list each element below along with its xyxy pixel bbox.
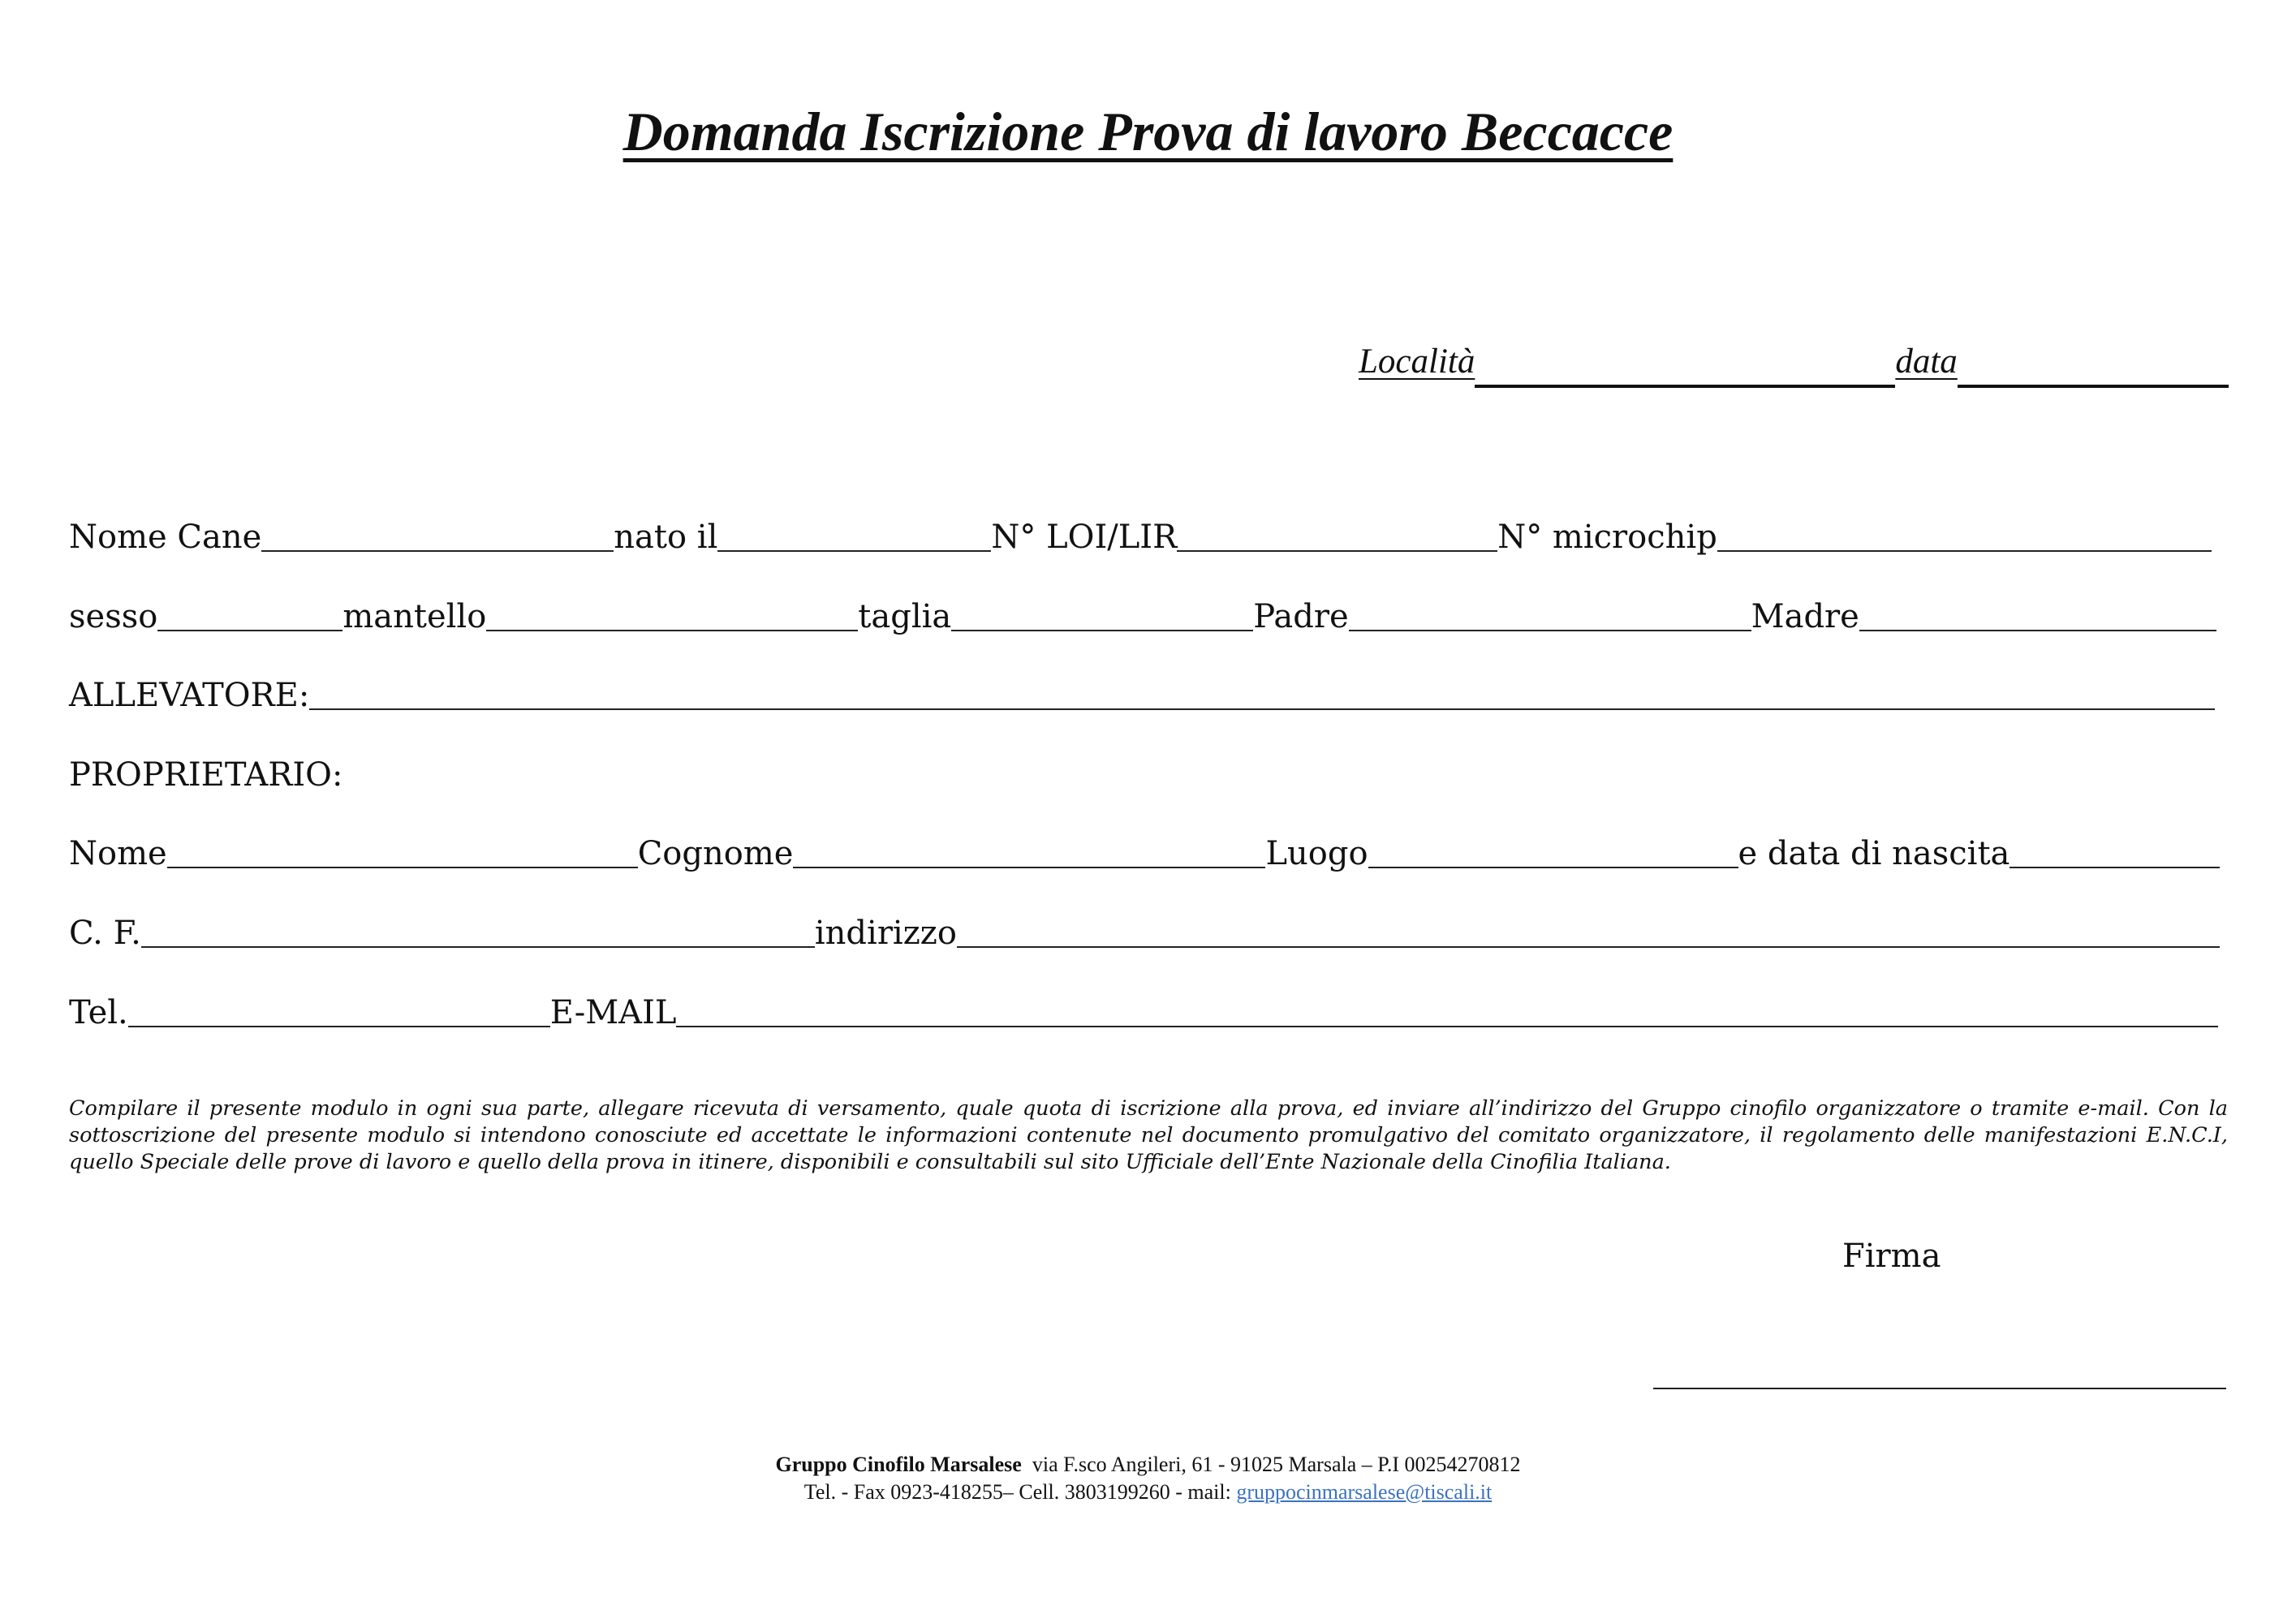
indirizzo-label: indirizzo (814, 915, 957, 952)
sesso-label: sesso (69, 598, 158, 635)
allevatore-label: ALLEVATORE: (69, 677, 310, 714)
signature-field[interactable] (1653, 1388, 2226, 1389)
owner-row-3 (69, 988, 2218, 1037)
footer-contacts: Tel. - Fax 0923-418255– Cell. 3803199260 - mail: (803, 1480, 1237, 1504)
padre-label: Padre (1253, 598, 1349, 635)
madre-field[interactable] (1859, 592, 2216, 631)
sesso-field[interactable] (157, 592, 342, 631)
firma-label: Firma (1842, 1238, 1941, 1275)
footer-org-name: Gruppo Cinofilo Marsalese (775, 1453, 1022, 1476)
mantello-field[interactable] (486, 592, 858, 631)
owner-nome-label: Nome (69, 835, 167, 872)
owner-data-nascita-field[interactable] (2010, 829, 2220, 868)
owner-cognome-field[interactable] (793, 829, 1265, 868)
tel-label: Tel. (69, 994, 128, 1031)
footer-line-2 (0, 1479, 2296, 1506)
nome-cane-field[interactable] (261, 513, 614, 552)
allevatore-field[interactable] (309, 671, 2215, 710)
taglia-field[interactable] (951, 592, 1253, 631)
owner-luogo-field[interactable] (1368, 829, 1738, 868)
owner-luogo-label: Luogo (1265, 835, 1368, 872)
email-field[interactable] (676, 988, 2218, 1027)
allevatore-row (69, 671, 2215, 720)
padre-field[interactable] (1349, 592, 1751, 631)
tel-field[interactable] (128, 988, 550, 1027)
footer (0, 1451, 2296, 1506)
cf-field[interactable] (141, 909, 815, 948)
data-label: data (1895, 342, 1958, 381)
cf-label: C. F. (69, 915, 141, 952)
proprietario-row (69, 751, 2220, 799)
microchip-field[interactable] (1717, 513, 2212, 552)
microchip-label: N° microchip (1497, 519, 1717, 556)
indirizzo-field[interactable] (957, 909, 2220, 948)
taglia-label: taglia (858, 598, 952, 635)
nato-il-field[interactable] (717, 513, 991, 552)
loi-lir-field[interactable] (1177, 513, 1497, 552)
footer-email-link[interactable]: gruppocinmarsalese@tiscali.it (1236, 1480, 1493, 1504)
place-date-row (1359, 339, 2229, 385)
owner-nome-field[interactable] (167, 829, 638, 868)
localita-label: Località (1359, 342, 1475, 381)
nome-cane-label: Nome Cane (69, 519, 262, 556)
form-title (0, 101, 2296, 162)
form-title-text: Domanda Iscrizione Prova di lavoro Beccacce (622, 101, 1674, 162)
madre-label: Madre (1751, 598, 1859, 635)
localita-field[interactable] (1475, 349, 1895, 388)
footer-address: via F.sco Angileri, 61 - 91025 Marsala – P.I 00254270812 (1032, 1453, 1521, 1476)
owner-row-1 (69, 829, 2220, 878)
email-label: E-MAIL (549, 994, 677, 1031)
owner-data-nascita-label: e data di nascita (1738, 835, 2010, 872)
mantello-label: mantello (342, 598, 487, 635)
instructions-text: Compilare il presente modulo in ogni sua parte, allegare ricevuta di versamento, quale quota di iscrizione alla prova, ed inviare all’indirizzo del Gruppo cinofilo organizzatore o tramite e-mail. Con la sottoscrizione del presente modulo si intendono conosciute ed accettate le informazioni contenute nel documento promulgativo del comitato organizzatore, il regolamento delle manifestazioni E.N.C.I, quello Speciale delle prove di lavoro e quello della prova in itinere, disponibili e consultabili sul sito Ufficiale dell’Ente Nazionale della Cinofilia Italiana. (69, 1096, 2228, 1174)
dog-row-2 (69, 592, 2216, 641)
owner-cognome-label: Cognome (637, 835, 794, 872)
dog-row-1 (69, 513, 2212, 562)
proprietario-label: PROPRIETARIO: (69, 756, 343, 794)
data-field[interactable] (1958, 349, 2229, 388)
footer-line-1 (0, 1451, 2296, 1479)
owner-row-2 (69, 909, 2220, 958)
loi-lir-label: N° LOI/LIR (991, 519, 1178, 556)
nato-il-label: nato il (614, 519, 718, 556)
